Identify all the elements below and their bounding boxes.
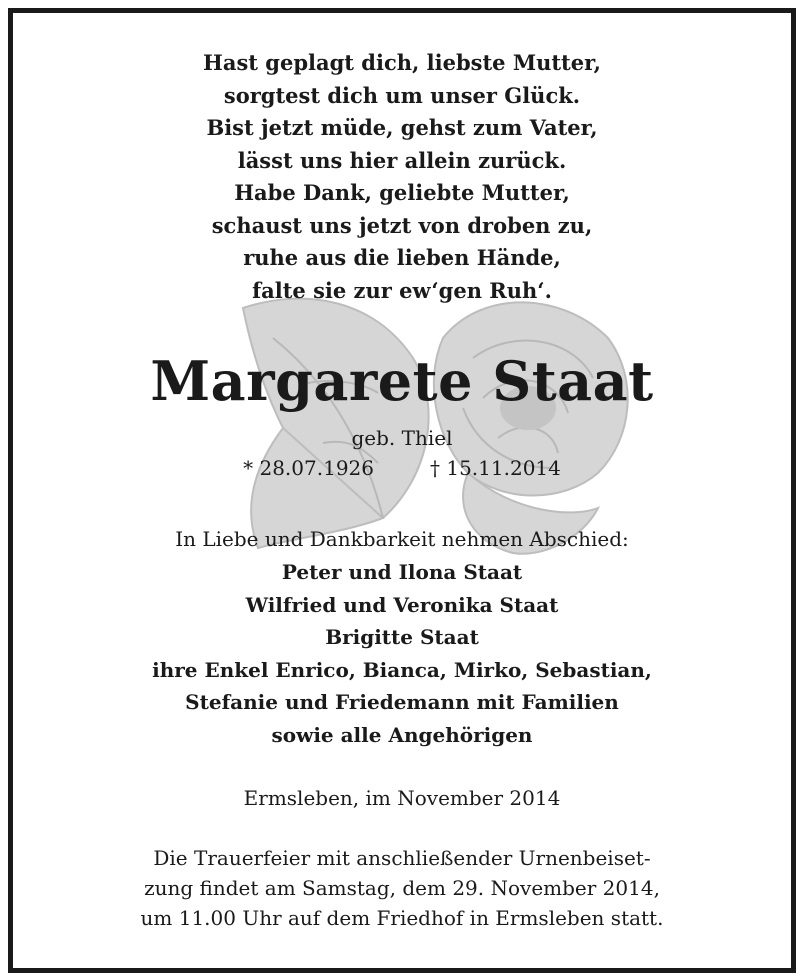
deceased-name: Margarete Staat <box>150 349 654 413</box>
mourner-line: Stefanie und Friedemann mit Familien <box>185 690 619 714</box>
service-line: um 11.00 Uhr auf dem Friedhof in Ermsleben statt. <box>140 906 664 930</box>
poem-line: Hast geplagt dich, liebste Mutter, <box>203 50 601 75</box>
obituary-content <box>13 13 791 968</box>
mourner-line: Wilfried und Veronika Staat <box>245 592 559 617</box>
poem-line: schaust uns jetzt von droben zu, <box>211 212 593 238</box>
life-dates <box>13 454 791 482</box>
birth-name: geb. Thiel <box>351 426 453 450</box>
mourner-line: ihre Enkel Enrico, Bianca, Mirko, Sebastian, <box>152 657 652 682</box>
poem-line: falte sie zur ew‘gen Ruh‘. <box>252 277 552 303</box>
poem-line: ruhe aus die lieben Hände, <box>243 245 561 270</box>
death-date: † 15.11.2014 <box>430 456 561 480</box>
mourner-line: Peter und Ilona Staat <box>281 560 523 584</box>
poem-line: lässt uns hier allein zurück. <box>237 147 567 173</box>
poem-line: Habe Dank, geliebte Mutter, <box>234 180 570 205</box>
service-info <box>13 843 791 933</box>
poem-line: sorgtest dich um unser Glück. <box>223 82 581 108</box>
mourner-line: Brigitte Staat <box>325 625 479 649</box>
obituary-frame <box>8 8 796 973</box>
mourner-line: sowie alle Angehörigen <box>271 722 533 747</box>
service-line: Die Trauerfeier mit anschließender Urnenbeiset- <box>153 846 651 870</box>
place-date: Ermsleben, im November 2014 <box>243 786 561 810</box>
poem-line: Bist jetzt müde, gehst zum Vater, <box>206 115 598 140</box>
mourners-list <box>13 556 791 751</box>
farewell-intro: In Liebe und Dankbarkeit nehmen Abschied: <box>175 527 629 551</box>
poem <box>13 47 791 307</box>
birth-date: * 28.07.1926 <box>243 456 374 480</box>
service-line: zung findet am Samstag, dem 29. November 2014, <box>144 876 660 900</box>
